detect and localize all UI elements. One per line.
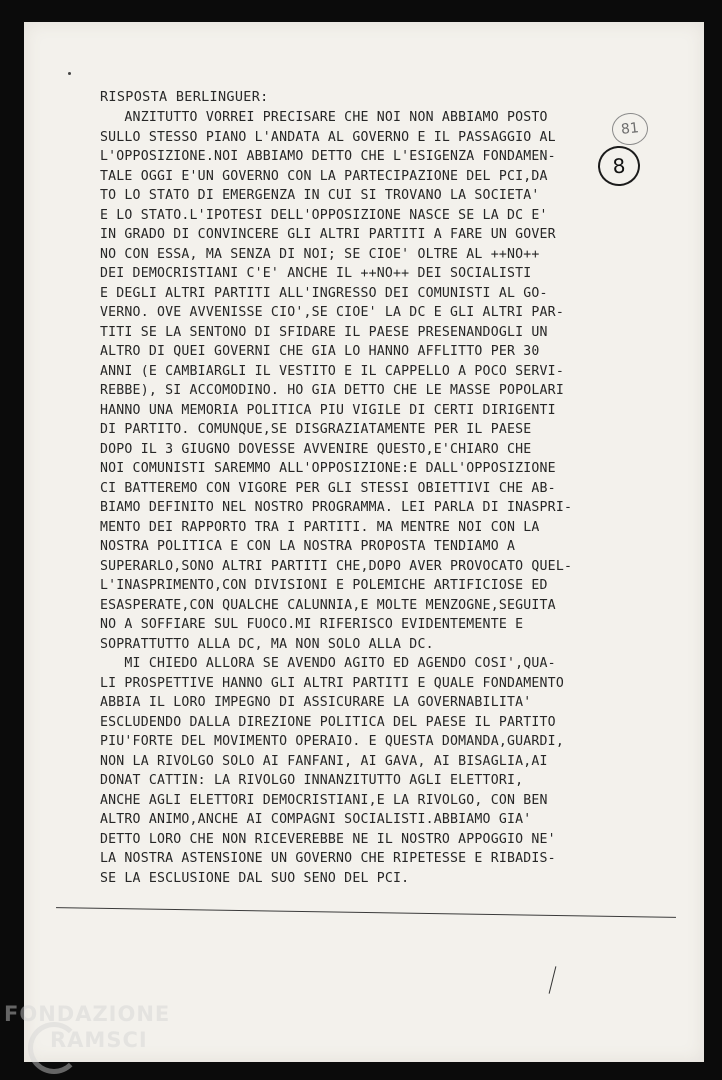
- text-line: NO A SOFFIARE SUL FUOCO.MI RIFERISCO EVIDENTEMENTE E: [100, 617, 524, 632]
- text-line: ABBIA IL LORO IMPEGNO DI ASSICURARE LA GOVERNABILITA': [100, 695, 532, 710]
- pencil-page-number: 81: [610, 111, 649, 147]
- text-line: REBBE), SI ACCOMODINO. HO GIA DETTO CHE LE MASSE POPOLARI: [100, 383, 564, 398]
- text-line: CI BATTEREMO CON VIGORE PER GLI STESSI OBIETTIVI CHE AB-: [100, 480, 556, 496]
- text-line: NO CON ESSA, MA SENZA DI NOI; SE CIOE' OLTRE AL ++NO++: [100, 246, 540, 262]
- text-line: DETTO LORO CHE NON RICEVEREBBE NE IL NOSTRO APPOGGIO NE': [100, 831, 556, 847]
- text-line: E LO STATO.L'IPOTESI DELL'OPPOSIZIONE NASCE SE LA DC E': [100, 207, 548, 223]
- text-line: VERNO. OVE AVVENISSE CIO',SE CIOE' LA DC E GLI ALTRI PAR-: [100, 305, 564, 320]
- text-line: SULLO STESSO PIANO L'ANDATA AL GOVERNO E IL PASSAGGIO AL: [100, 129, 556, 145]
- text-line: BIAMO DEFINITO NEL NOSTRO PROGRAMMA. LEI PARLA DI INASPRI-: [100, 500, 573, 515]
- text-line: TITI SE LA SENTONO DI SFIDARE IL PAESE PRESENANDOGLI UN: [100, 324, 548, 340]
- text-line: ALTRO ANIMO,ANCHE AI COMPAGNI SOCIALISTI.ABBIAMO GIA': [100, 812, 532, 827]
- text-line: E DEGLI ALTRI PARTITI ALL'INGRESSO DEI COMUNISTI AL GO-: [100, 285, 548, 301]
- text-line: DONAT CATTIN: LA RIVOLGO INNANZITUTTO AGLI ELETTORI,: [100, 773, 524, 788]
- paper-speck: [68, 72, 71, 75]
- text-line: SE LA ESCLUSIONE DAL SUO SENO DEL PCI.: [100, 870, 410, 886]
- text-line: ALTRO DI QUEI GOVERNI CHE GIA LO HANNO AFFLITTO PER 30: [100, 344, 540, 359]
- text-line: TO LO STATO DI EMERGENZA IN CUI SI TROVANO LA SOCIETA': [100, 188, 540, 203]
- text-line: ESCLUDENDO DALLA DIREZIONE POLITICA DEL PAESE IL PARTITO: [100, 714, 556, 730]
- text-line: SOPRATTUTTO ALLA DC, MA NON SOLO ALLA DC.: [100, 636, 434, 652]
- text-line: DEI DEMOCRISTIANI C'E' ANCHE IL ++NO++ DEI SOCIALISTI: [100, 266, 532, 281]
- text-line: HANNO UNA MEMORIA POLITICA PIU VIGILE DI CERTI DIRIGENTI: [100, 402, 556, 418]
- text-line: ESASPERATE,CON QUALCHE CALUNNIA,E MOLTE MENZOGNE,SEGUITA: [100, 597, 556, 613]
- text-line: LA NOSTRA ASTENSIONE UN GOVERNO CHE RIPETESSE E RIBADIS-: [100, 851, 556, 866]
- text-line: PIU'FORTE DEL MOVIMENTO OPERAIO. E QUESTA DOMANDA,GUARDI,: [100, 734, 564, 749]
- text-line: MI CHIEDO ALLORA SE AVENDO AGITO ED AGENDO COSI',QUA-: [100, 656, 556, 671]
- text-line: ANNI (E CAMBIARGLI IL VESTITO E IL CAPPELLO A POCO SERVI-: [100, 363, 564, 379]
- text-line: TALE OGGI E'UN GOVERNO CON LA PARTECIPAZIONE DEL PCI,DA: [100, 168, 548, 184]
- text-line: MENTO DEI RAPPORTO TRA I PARTITI. MA MENTRE NOI CON LA: [100, 519, 540, 535]
- text-line: DI PARTITO. COMUNQUE,SE DISGRAZIATAMENTE PER IL PAESE: [100, 422, 532, 437]
- text-line: LI PROSPETTIVE HANNO GLI ALTRI PARTITI E QUALE FONDAMENTO: [100, 675, 564, 691]
- text-line: NON LA RIVOLGO SOLO AI FANFANI, AI GAVA, AI BISAGLIA,AI: [100, 753, 548, 769]
- document-heading: RISPOSTA BERLINGUER:: [100, 89, 269, 105]
- fondazione-gramsci-watermark: FONDAZIONE RAMSCI: [4, 1002, 171, 1052]
- text-line: L'INASPRIMENTO,CON DIVISIONI E POLEMICHE ARTIFICIOSE ED: [100, 578, 548, 593]
- text-line: NOI COMUNISTI SAREMMO ALL'OPPOSIZIONE:E DALL'OPPOSIZIONE: [100, 461, 556, 476]
- typewritten-body: [100, 108, 600, 888]
- text-line: L'OPPOSIZIONE.NOI ABBIAMO DETTO CHE L'ESIGENZA FONDAMEN-: [100, 149, 556, 164]
- text-line: ANCHE AGLI ELETTORI DEMOCRISTIANI,E LA RIVOLGO, CON BEN: [100, 792, 548, 808]
- text-line: DOPO IL 3 GIUGNO DOVESSE AVVENIRE QUESTO,E'CHIARO CHE: [100, 441, 532, 457]
- text-line: IN GRADO DI CONVINCERE GLI ALTRI PARTITI A FARE UN GOVER: [100, 227, 556, 242]
- ink-page-number: 8: [597, 145, 642, 188]
- text-line: ANZITUTTO VORREI PRECISARE CHE NOI NON ABBIAMO POSTO: [100, 110, 548, 125]
- text-line: NOSTRA POLITICA E CON LA NOSTRA PROPOSTA TENDIAMO A: [100, 539, 516, 554]
- text-line: SUPERARLO,SONO ALTRI PARTITI CHE,DOPO AVER PROVOCATO QUEL-: [100, 558, 573, 574]
